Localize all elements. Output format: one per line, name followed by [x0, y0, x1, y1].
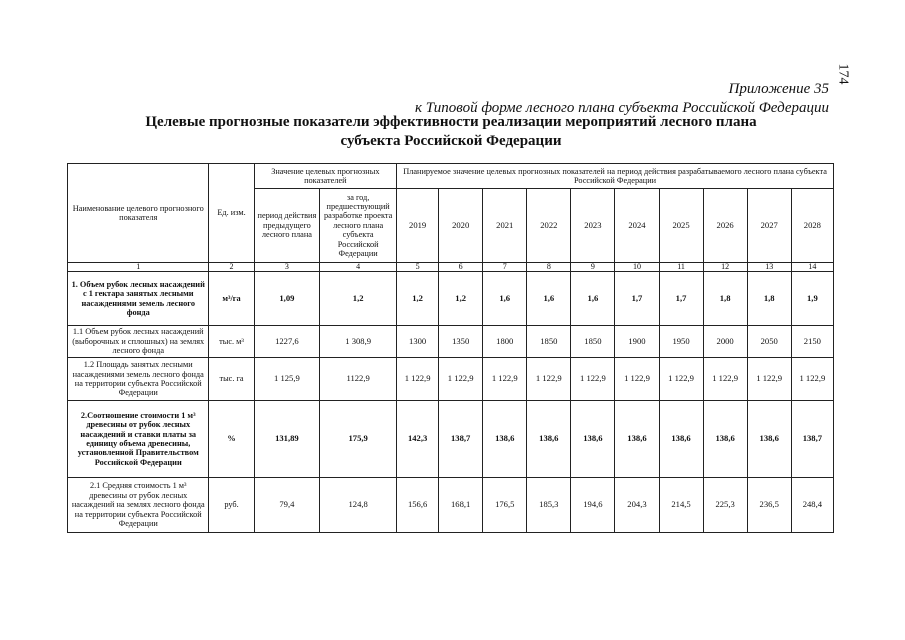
year-value: 142,3 — [397, 401, 439, 478]
year-value: 1350 — [439, 326, 483, 358]
year-value: 1,7 — [659, 272, 703, 326]
prior-year-value: 1122,9 — [320, 358, 397, 401]
column-number: 10 — [615, 263, 659, 272]
column-number: 14 — [791, 263, 833, 272]
year-value: 1 122,9 — [659, 358, 703, 401]
header-planned-values: Планируемое значение целевых прогнозных показателей на период действия разрабатываемого лесного плана субъекта Российской Федерации — [397, 164, 834, 189]
year-value: 1800 — [483, 326, 527, 358]
column-number: 9 — [571, 263, 615, 272]
year-value: 138,6 — [527, 401, 571, 478]
column-number: 3 — [254, 263, 320, 272]
header-indicator-name: Наименование целевого прогнозного показателя — [68, 164, 209, 263]
table-row — [68, 326, 834, 358]
year-value: 236,5 — [747, 478, 791, 533]
column-number: 11 — [659, 263, 703, 272]
year-value: 2050 — [747, 326, 791, 358]
header-year: 2019 — [397, 189, 439, 263]
previous-period-value: 1227,6 — [254, 326, 320, 358]
year-value: 248,4 — [791, 478, 833, 533]
indicator-name: 1. Объем рубок лесных насаждений с 1 гектара занятых лесными насаждениями земель лесного фонда — [68, 272, 209, 326]
year-value: 2150 — [791, 326, 833, 358]
indicators-table — [67, 163, 834, 533]
year-value: 1,6 — [483, 272, 527, 326]
year-value: 1850 — [571, 326, 615, 358]
column-number: 4 — [320, 263, 397, 272]
header-year: 2021 — [483, 189, 527, 263]
header-year: 2028 — [791, 189, 833, 263]
year-value: 1 122,9 — [703, 358, 747, 401]
year-value: 1850 — [527, 326, 571, 358]
column-number: 2 — [209, 263, 254, 272]
indicator-unit: тыс. м³ — [209, 326, 254, 358]
prior-year-value: 1,2 — [320, 272, 397, 326]
year-value: 138,7 — [791, 401, 833, 478]
year-value: 1,2 — [439, 272, 483, 326]
year-value: 1 122,9 — [747, 358, 791, 401]
column-number: 5 — [397, 263, 439, 272]
year-value: 176,5 — [483, 478, 527, 533]
appendix-line-2: к Типовой форме лесного плана субъекта Российской Федерации — [415, 100, 829, 116]
prior-year-value: 175,9 — [320, 401, 397, 478]
header-unit: Ед. изм. — [209, 164, 254, 263]
appendix-line-1: Приложение 35 — [728, 81, 829, 97]
table-row — [68, 478, 834, 533]
year-value: 138,6 — [615, 401, 659, 478]
previous-period-value: 131,89 — [254, 401, 320, 478]
column-number: 7 — [483, 263, 527, 272]
year-value: 138,7 — [439, 401, 483, 478]
year-value: 1 122,9 — [397, 358, 439, 401]
year-value: 1,2 — [397, 272, 439, 326]
year-value: 1 122,9 — [571, 358, 615, 401]
header-year: 2024 — [615, 189, 659, 263]
prior-year-value: 124,8 — [320, 478, 397, 533]
year-value: 1900 — [615, 326, 659, 358]
year-value: 1,9 — [791, 272, 833, 326]
indicator-unit: руб. — [209, 478, 254, 533]
previous-period-value: 1 125,9 — [254, 358, 320, 401]
year-value: 1 122,9 — [483, 358, 527, 401]
table-row — [68, 358, 834, 401]
header-year: 2022 — [527, 189, 571, 263]
header-year: 2023 — [571, 189, 615, 263]
indicator-name: 2.1 Средняя стоимость 1 м³ древесины от рубок лесных насаждений на землях лесного фонда на территории субъекта Российской Федерации — [68, 478, 209, 533]
year-value: 204,3 — [615, 478, 659, 533]
prior-year-value: 1 308,9 — [320, 326, 397, 358]
year-value: 194,6 — [571, 478, 615, 533]
year-value: 1 122,9 — [791, 358, 833, 401]
column-number: 1 — [68, 263, 209, 272]
previous-period-value: 1,09 — [254, 272, 320, 326]
year-value: 1 122,9 — [615, 358, 659, 401]
year-value: 168,1 — [439, 478, 483, 533]
year-value: 1,6 — [571, 272, 615, 326]
year-value: 225,3 — [703, 478, 747, 533]
column-number: 13 — [747, 263, 791, 272]
indicator-name: 1.2 Площадь занятых лесными насаждениями земель лесного фонда на территории субъекта Российской Федерации — [68, 358, 209, 401]
title-line-1: Целевые прогнозные показатели эффективности реализации мероприятий лесного плана — [145, 114, 757, 130]
table-row — [68, 401, 834, 478]
year-value: 1,8 — [747, 272, 791, 326]
year-value: 1950 — [659, 326, 703, 358]
year-value: 1,7 — [615, 272, 659, 326]
header-previous-period: период действия предыдущего лесного плана — [254, 189, 320, 263]
indicator-unit: м³/га — [209, 272, 254, 326]
title-line-2: субъекта Российской Федерации — [340, 133, 562, 149]
year-value: 1300 — [397, 326, 439, 358]
header-target-values: Значение целевых прогнозных показателей — [254, 164, 397, 189]
page-number: 174 — [835, 63, 851, 85]
column-number: 12 — [703, 263, 747, 272]
column-number: 6 — [439, 263, 483, 272]
year-value: 2000 — [703, 326, 747, 358]
column-number: 8 — [527, 263, 571, 272]
year-value: 156,6 — [397, 478, 439, 533]
year-value: 1 122,9 — [439, 358, 483, 401]
year-value: 214,5 — [659, 478, 703, 533]
indicator-name: 1.1 Объем рубок лесных насаждений (выборочных и сплошных) на землях лесного фонда — [68, 326, 209, 358]
year-value: 138,6 — [703, 401, 747, 478]
year-value: 138,6 — [483, 401, 527, 478]
year-value: 185,3 — [527, 478, 571, 533]
header-year: 2026 — [703, 189, 747, 263]
year-value: 1 122,9 — [527, 358, 571, 401]
indicator-unit: тыс. га — [209, 358, 254, 401]
header-year: 2025 — [659, 189, 703, 263]
header-year: 2027 — [747, 189, 791, 263]
year-value: 1,6 — [527, 272, 571, 326]
indicator-unit: % — [209, 401, 254, 478]
header-prior-year: за год, предшествующий разработке проекта лесного плана субъекта Российской Федерации — [320, 189, 397, 263]
table-row — [68, 272, 834, 326]
year-value: 138,6 — [571, 401, 615, 478]
page-title — [110, 113, 792, 151]
year-value: 138,6 — [659, 401, 703, 478]
header-year: 2020 — [439, 189, 483, 263]
previous-period-value: 79,4 — [254, 478, 320, 533]
year-value: 138,6 — [747, 401, 791, 478]
indicator-name: 2.Соотношение стоимости 1 м³ древесины от рубок лесных насаждений и ставки платы за единицу объема древесины, установленной Правительством Российской Федерации — [68, 401, 209, 478]
year-value: 1,8 — [703, 272, 747, 326]
